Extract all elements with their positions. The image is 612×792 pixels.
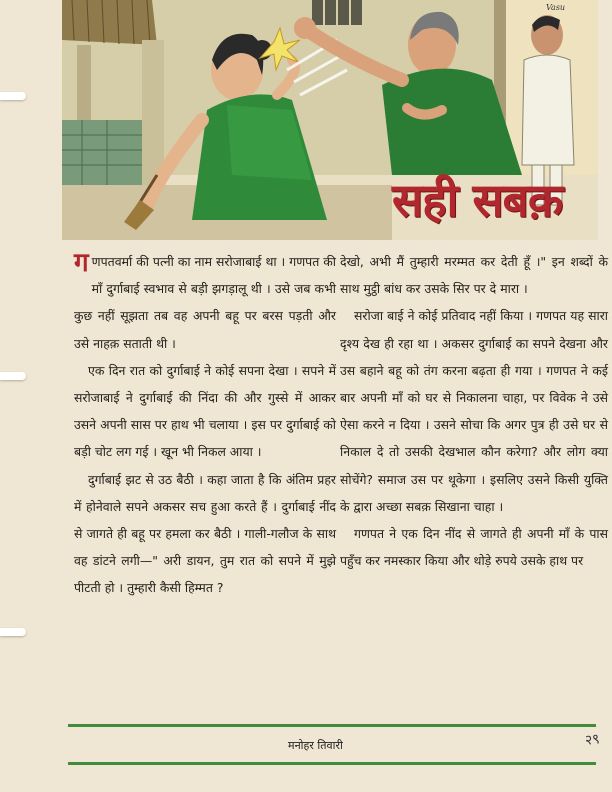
- paragraph: एक दिन रात को दुर्गाबाई ने कोई सपना देखा । सपने में सरोजाबाई ने दुर्गाबाई की निंदा की और गुस्से में आकर उसने अपनी सास पर हाथ भी चलाया । इस पर दुर्गाबाई को बड़ी चोट लग गई । खून भी निकल आया ।: [74, 362, 336, 460]
- drop-cap: ग: [74, 248, 89, 278]
- left-text-column: [74, 248, 336, 602]
- paragraph: सरोजा बाई ने कोई प्रतिवाद नहीं किया । गणपत यह सारा दृश्य देख ही रहा था । अकसर दुर्गाबाई का सपने देखना और उस बहाने बहू को तंग करना बढ़ता ही गया । गणपत ने कई बार अपनी माँ को घर से निकालना चाहा, पर विवेक ने उसे ऐसा करने न दिया । उसने सोचा कि अगर पुत्र ही उसे घर से निकाल दे तो उसकी देखभाल कौन करेगा? और लोग क्या सोचेंगे? समाज उस पर थूकेगा । इसलिए उसने किसी युक्ति के द्वारा अच्छा सबक़ सिखाना चाहा ।: [340, 308, 608, 514]
- binding-hole: [0, 92, 26, 100]
- author-name: मनोहर तिवारी: [288, 739, 343, 752]
- paragraph: गणपत ने एक दिन नींद से जागते ही अपनी माँ के पास पहुँच कर नमस्कार किया और थोड़े रुपये उसके हाथ पर: [340, 526, 608, 569]
- story-title: सही सबक़: [392, 173, 563, 227]
- right-text-column: [340, 248, 608, 574]
- binding-hole: [0, 628, 26, 636]
- paragraph-text: णपतवर्मा की पत्नी का नाम सरोजाबाई था । गणपत की माँ दुर्गाबाई स्वभाव से बड़ी झगड़ालू थी । उसे जब कभी कुछ नहीं सूझता तब वह अपनी बहू पर बरस पड़ती और उसे नाहक़ सताती थी ।: [74, 254, 336, 351]
- paragraph: देखो, अभी मैं तुम्हारी मरम्मत कर देती हूँ ।" इन शब्दों के साथ मुट्ठी बांध कर उसके सिर पर दे मारा ।: [340, 254, 608, 297]
- footer-rule-top: [68, 724, 596, 727]
- illustrator-signature: Vasu: [546, 3, 566, 12]
- binding-hole: [0, 372, 26, 380]
- page-number: २९: [584, 731, 601, 749]
- paragraph: [74, 248, 336, 357]
- paragraph: दुर्गाबाई झट से उठ बैठी । कहा जाता है कि अंतिम प्रहर में होनेवाले सपने अकसर सच हुआ करते हैं । दुर्गाबाई नींद से जागते ही बहू पर हमला कर बैठी । गाली-गलौज के साथ वह डांटने लगी—" अरी डायन, तुम रात को सपने में मुझे पीटती हो । तुम्हारी कैसी हिम्मत ?: [74, 471, 336, 596]
- footer-rule-bottom: [68, 762, 596, 765]
